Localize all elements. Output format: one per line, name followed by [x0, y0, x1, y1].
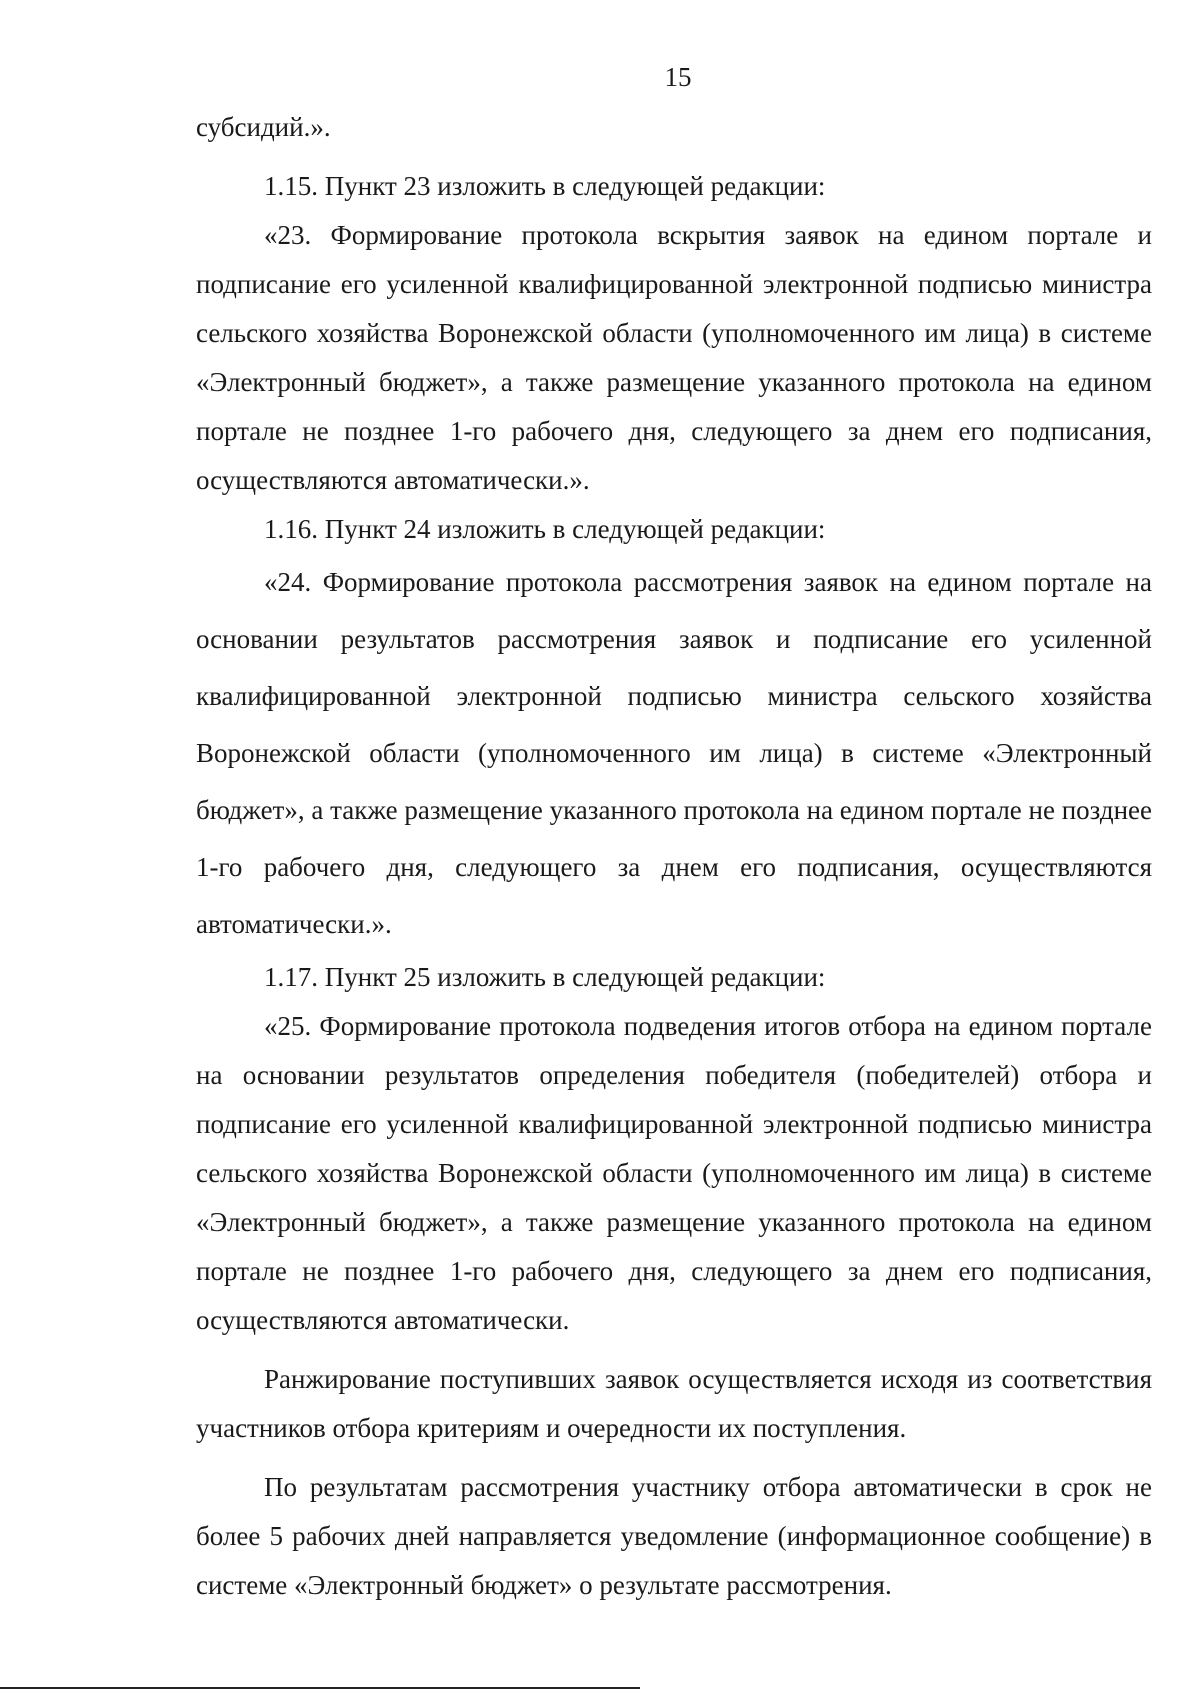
paragraph-item-1-16: 1.16. Пункт 24 изложить в следующей редакции: — [264, 514, 826, 544]
paragraph-point-23: «23. Формирование протокола вскрытия заявок на едином портале и подписание его усиленной квалифицированной электронной подписью министра сельского хозяйства Воронежской области (уполномоченного им лица) в системе «Электронный бюджет», а также размещение указанного протокола на едином портале не позднее 1-го рабочего дня, следующего за днем его подписания, осуществляются автоматически.». — [196, 220, 1152, 495]
paragraph-item-1-15: 1.15. Пункт 23 изложить в следующей редакции: — [264, 171, 826, 201]
paragraph-item-1-17: 1.17. Пункт 25 изложить в следующей редакции: — [264, 962, 826, 992]
page-number: 15 — [664, 62, 692, 92]
bottom-rule — [0, 1687, 640, 1689]
paragraph-ranking: Ранжирование поступивших заявок осуществляется исходя из соответствия участников отбора критериям и очередности их поступления. — [196, 1364, 1152, 1443]
paragraph-results-notification: По результатам рассмотрения участнику отбора автоматически в срок не более 5 рабочих дней направляется уведомление (информационное сообщение) в системе «Электронный бюджет» о результате рассмотрения. — [196, 1472, 1152, 1600]
document-body — [196, 103, 1152, 1610]
paragraph-continuation: субсидий.». — [196, 112, 331, 142]
paragraph-point-25: «25. Формирование протокола подведения итогов отбора на едином портале на основании результатов определения победителя (победителей) отбора и подписание его усиленной квалифицированной электронной подписью министра сельского хозяйства Воронежской области (уполномоченного им лица) в системе «Электронный бюджет», а также размещение указанного протокола на едином портале не позднее 1-го рабочего дня, следующего за днем его подписания, осуществляются автоматически. — [196, 1011, 1152, 1335]
paragraph-point-24: «24. Формирование протокола рассмотрения заявок на едином портале на основании результатов рассмотрения заявок и подписание его усиленной квалифицированной электронной подписью министра сельского хозяйства Воронежской области (уполномоченного им лица) в системе «Электронный бюджет», а также размещение указанного протокола на едином портале не позднее 1-го рабочего дня, следующего за днем его подписания, осуществляются автоматически.». — [196, 567, 1153, 939]
